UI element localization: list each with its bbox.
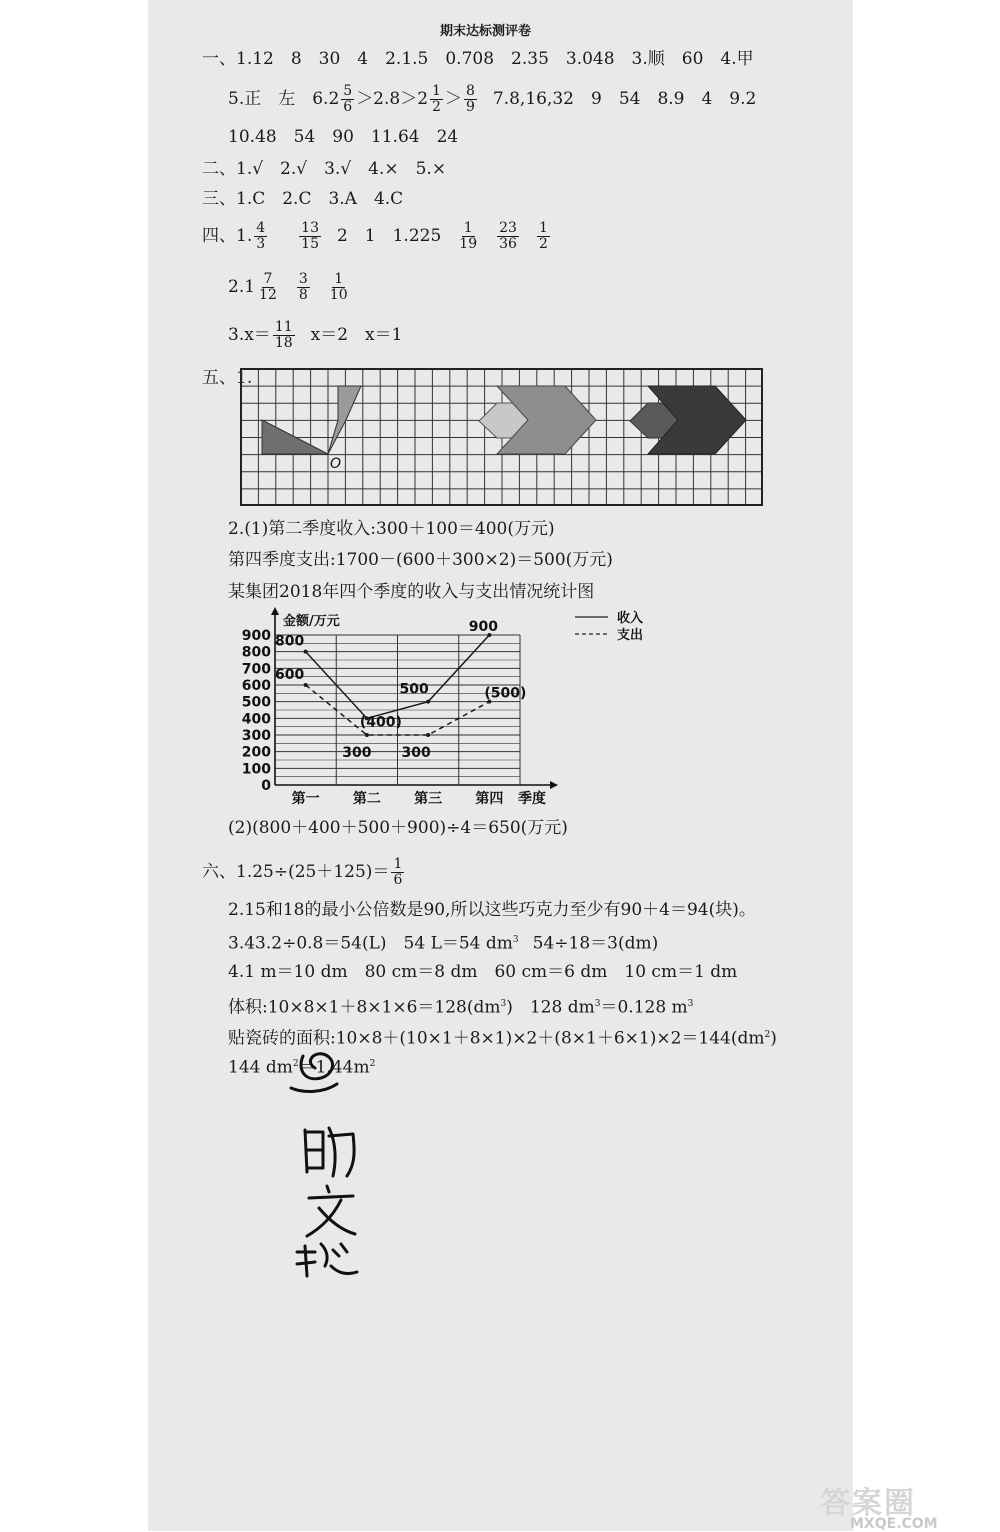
section-1-line-1: 一、1.12 8 30 4 2.1.5 0.708 2.35 3.048 3.顺 60 4.甲 [202,49,754,69]
text-run: ＝0.128 m [600,997,688,1018]
numerator: 4 [256,220,266,236]
numerator: 23 [499,220,517,236]
denominator: 10 [329,287,348,303]
text-run: 贴瓷砖的面积:10×8＋(10×1＋8×1)×2＋(8×1＋6×1)×2＝144(dm [228,1028,765,1049]
data-point [426,700,430,704]
superscript: 3 [687,999,694,1009]
x-axis-label: 季度 [518,791,546,807]
section-3-line: 三、1.C 2.C 3.A 4.C [202,189,404,209]
section-6-line-4: 4.1 m＝10 dm 80 cm＝8 dm 60 cm＝6 dm 10 cm＝1 dm [228,962,738,982]
y-tick-label: 100 [241,761,271,778]
x-tick-label: 第四 [475,791,504,807]
denominator: 9 [465,99,475,115]
text-run: 5.正 左 6.2 [228,89,340,109]
income-expense-line-chart [225,605,675,815]
denominator: 19 [459,236,478,252]
y-tick-label: 0 [261,778,271,794]
fraction [457,221,479,252]
y-tick-label: 200 [241,744,271,761]
data-label: 500 [399,681,429,698]
fraction [254,221,267,252]
fraction [328,272,350,303]
text-run: ＝1.44m [298,1057,370,1078]
chart-legend [575,610,643,643]
text-run: ＞ [444,89,462,109]
section-1-line-3: 10.48 54 90 11.64 24 [228,127,459,147]
text-run: 四、1. [202,226,253,246]
section-2-line: 二、1.√ 2.√ 3.√ 4.× 5.× [202,159,447,179]
origin-label: O [330,456,342,472]
data-point [365,733,369,737]
denominator: 2 [432,99,441,115]
data-point [426,733,430,737]
data-label: 300 [401,745,431,761]
superscript: 2 [292,1059,299,1069]
denominator: 12 [259,287,277,303]
superscript: 3 [594,999,601,1009]
numerator: 1 [393,856,403,872]
text-run: x＝2 x＝1 [310,325,403,345]
y-tick-label: 300 [241,728,271,744]
text-run: 144 dm [228,1057,293,1078]
section-5-q2-line-3: (2)(800＋400＋500＋900)÷4＝650(万元) [228,818,568,838]
numerator: 5 [343,83,353,99]
numerator: 13 [301,220,319,236]
fraction [430,84,443,115]
x-tick-label: 第二 [352,791,381,807]
data-label: (500) [484,685,527,702]
section-4-line-1 [202,221,552,252]
numerator: 3 [298,271,308,287]
text-run: ＞2.8＞2 [356,89,429,109]
text-run: 2.1 [228,277,256,297]
y-tick-label: 400 [241,711,271,728]
page-title: 期末达标测评卷 [440,24,532,39]
chart-caption: 某集团2018年四个季度的收入与支出情况统计图 [228,582,595,602]
y-tick-label: 500 [241,694,271,711]
y-tick-labels [242,628,271,794]
legend-expense-label: 支出 [617,628,644,643]
denominator: 3 [256,236,266,252]
superscript: 2 [369,1059,376,1069]
numerator: 1 [334,271,344,287]
y-axis-arrow [271,607,279,615]
text-run: 3.x＝ [228,325,271,345]
data-label: 600 [275,667,305,683]
fraction [299,221,321,252]
numerator: 1 [538,220,548,236]
y-tick-label: 600 [241,678,271,694]
x-tick-label: 第一 [291,791,320,807]
data-point [304,650,308,654]
text-run: ) [770,1028,777,1049]
text-run: 2 1 1.225 [336,226,442,246]
denominator: 6 [393,872,403,888]
text-run: 54÷18＝3(dm) [532,933,659,954]
x-tick-label: 第三 [414,791,443,807]
x-axis-arrow [550,781,558,789]
data-point [304,683,308,687]
denominator: 6 [343,99,353,115]
section-6-line-1 [202,857,406,888]
fraction [391,857,404,888]
numerator: 1 [432,83,441,99]
numerator: 1 [463,220,473,236]
data-label: 800 [275,633,305,650]
section-6-line-2: 2.15和18的最小公倍数是90,所以这些巧克力至少有90＋4＝94(块)。 [228,900,756,920]
text-run: 7.8,16,32 9 54 8.9 4 9.2 [492,89,757,109]
y-tick-label: 800 [241,644,271,661]
superscript: 3 [500,999,507,1009]
fraction [497,221,519,252]
data-label: 300 [342,745,372,761]
section-6-line-3 [228,930,658,954]
denominator: 2 [538,236,548,252]
y-axis-label: 金额/万元 [283,614,340,629]
section-5-q2-line-2: 第四季度支出:1700－(600＋300×2)＝500(万元) [228,550,613,570]
watermark-url: MXQE.COM [850,1516,938,1532]
section-4-line-3 [228,320,402,351]
data-label: (400) [359,714,402,731]
fraction [537,221,550,252]
text-run: ) 128 dm [506,997,595,1018]
text-run: 六、1.25÷(25＋125)＝ [202,862,390,882]
numerator: 8 [465,83,475,99]
denominator: 15 [301,236,319,252]
legend-income-label: 收入 [617,611,644,626]
denominator: 18 [274,335,293,351]
data-label: 900 [468,619,498,635]
numerator: 11 [274,319,293,335]
fraction [297,272,310,303]
y-tick-label: 700 [241,661,271,678]
section-1-line-2 [228,84,756,115]
fraction [273,320,295,351]
fraction [341,84,354,115]
denominator: 8 [298,287,308,303]
section-4-line-2 [228,272,352,303]
numerator: 7 [263,271,273,287]
text-run: 3.43.2÷0.8＝54(L) 54 L＝54 dm [228,933,513,954]
x-tick-labels [292,790,504,807]
text-run: 体积:10×8×1＋8×1×6＝128(dm [228,997,501,1018]
y-tick-label: 900 [241,628,271,644]
denominator: 36 [499,236,517,252]
watermark-text: 答案圈 [820,1486,916,1521]
data-labels [275,619,526,761]
watermark-logo [820,1478,938,1532]
fraction [464,84,477,115]
superscript: 2 [764,1030,771,1040]
section-6-line-5 [228,994,693,1018]
handwritten-scribble [275,1040,385,1280]
section-5-q2-line-1: 2.(1)第二季度收入:300＋100＝400(万元) [228,519,555,539]
section-5-label: 五、1. [202,368,253,388]
fraction [257,272,279,303]
superscript: 3 [512,935,519,945]
transformation-grid-figure [240,368,765,508]
